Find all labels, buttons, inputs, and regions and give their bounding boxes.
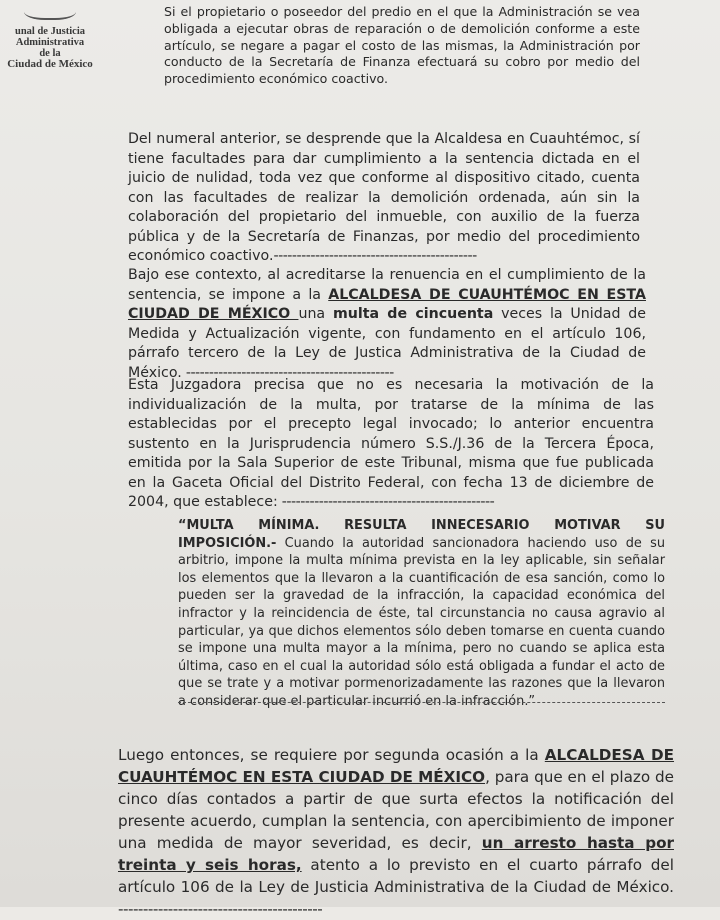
paragraph-law-excerpt: Si el propietario o poseedor del predio en el que la Administración se vea obligada a ejecutar obras de reparación o de demolición conforme a este artículo, se negare a pagar el costo de las mismas, la Administración por conducto de la Secretaría de Finanza efectuará su cobro por medio del procedimiento económico coactivo. <box>164 4 640 87</box>
fine-amount: multa de cincuenta <box>332 306 494 322</box>
authority-name: ALCALDESA DE CUAUHTÉMOC EN ESTA CIUDAD DE MÉXICO <box>118 746 675 786</box>
seal-line-2: Administrativa <box>15 37 85 48</box>
arrest-warning: un arresto hasta por treinta y seis horas, <box>118 834 674 874</box>
quote-heading: “MULTA MÍNIMA. RESULTA INNECESARIO MOTIVAR SU IMPOSICIÓN.- <box>178 518 665 551</box>
dash-filler: --------------------------------------------- <box>181 364 394 381</box>
coat-of-arms-icon <box>24 0 76 20</box>
paragraph-multa <box>128 266 646 383</box>
paragraph-text: Del numeral anterior, se desprende que la Alcaldesa en Cuauhtémoc, sí tiene facultades para dar cumplimiento a la sentencia dictada en el juicio de nulidad, toda vez que conforme al dispositivo citado, cuenta con las facultades de realizar la demolición ordenada, aún sin la colaboración del propietario del inmueble, con auxilio de la fuerza pública y de la Secretaría de Finanzas, por medio del procedimiento económico coactivo. <box>128 131 640 264</box>
paragraph-alcaldesa-facultades <box>128 130 640 267</box>
seal-line-1: unal de Justicia <box>14 26 85 37</box>
paragraph-requerimiento <box>118 744 674 920</box>
seal-line-3: de la <box>39 48 61 59</box>
quote-divider <box>178 702 665 703</box>
paragraph-text: una <box>298 306 333 322</box>
paragraph-text: Luego entonces, se requiere por segunda ocasión a la <box>118 746 545 764</box>
paragraph-text: Bajo ese contexto, al acreditarse la renuencia en el cumplimiento de la sentencia, se impone a la <box>128 267 646 303</box>
margin-stamp <box>704 735 718 895</box>
paragraph-text: atento a lo previsto en el cuarto párrafo del artículo 106 de la Ley de Justicia Administrativa de la Ciudad de México. <box>118 856 674 896</box>
dash-filler: -------------------------------------------- <box>273 248 477 264</box>
paragraph-text: , para que en el plazo de cinco días contados a partir de que surta efectos la notificación del presente acuerdo, cumplan la sentencia, con apercibimiento de imponer una medida de mayor severidad, es decir, <box>118 768 674 852</box>
dash-filler: ---------------------------------------------- <box>277 494 495 510</box>
jurisprudence-quote <box>178 517 665 711</box>
tribunal-seal <box>0 0 100 90</box>
quote-body: Cuando la autoridad sancionadora haciendo uso de su arbitrio, impone la multa mínima prevista en la ley aplicable, sin señalar los elementos que la llevaron a la cuantificación de esa sanción, como lo pueden ser la gravedad de la infracción, la capacidad económica del infractor y la reincidencia de éste, tal circunstancia no causa agravio al particular, ya que dichos elementos sólo deben tomarse en cuenta cuando se impone una multa mayor a la mínima, pero no cuando se aplica esta última, caso en el cual la autoridad sólo está obligada a fundar el acto de que se trate y a motivar pormenorizadamente las razones que la llevaron a considerar que el particular incurrió en la infracción.” <box>178 535 665 709</box>
paragraph-text: veces la Unidad de Medida y Actualización vigente, con fundamento en el artículo 106, párrafo tercero de la Ley de Justica Administrativa de la Ciudad de México. <box>128 306 646 381</box>
authority-name: ALCALDESA DE CUAUHTÉMOC EN ESTA CIUDAD DE MÉXICO <box>128 286 646 322</box>
paragraph-text: Esta Juzgadora precisa que no es necesaria la motivación de la individualización de la multa, por tratarse de la mínima de las establecidas por el precepto legal invocado; lo anterior encuentra sustento en la Jurisprudencia número S.S./J.36 de la Tercera Época, emitida por la Sala Superior de este Tribunal, misma que fue publicada en la Gaceta Oficial del Distrito Federal, con fecha 13 de diciembre de 2004, que establece: <box>128 377 654 510</box>
seal-line-4: Ciudad de México <box>7 58 93 70</box>
dash-filler: ----------------------------------------- <box>118 900 323 918</box>
paragraph-jurisprudencia <box>128 376 654 513</box>
